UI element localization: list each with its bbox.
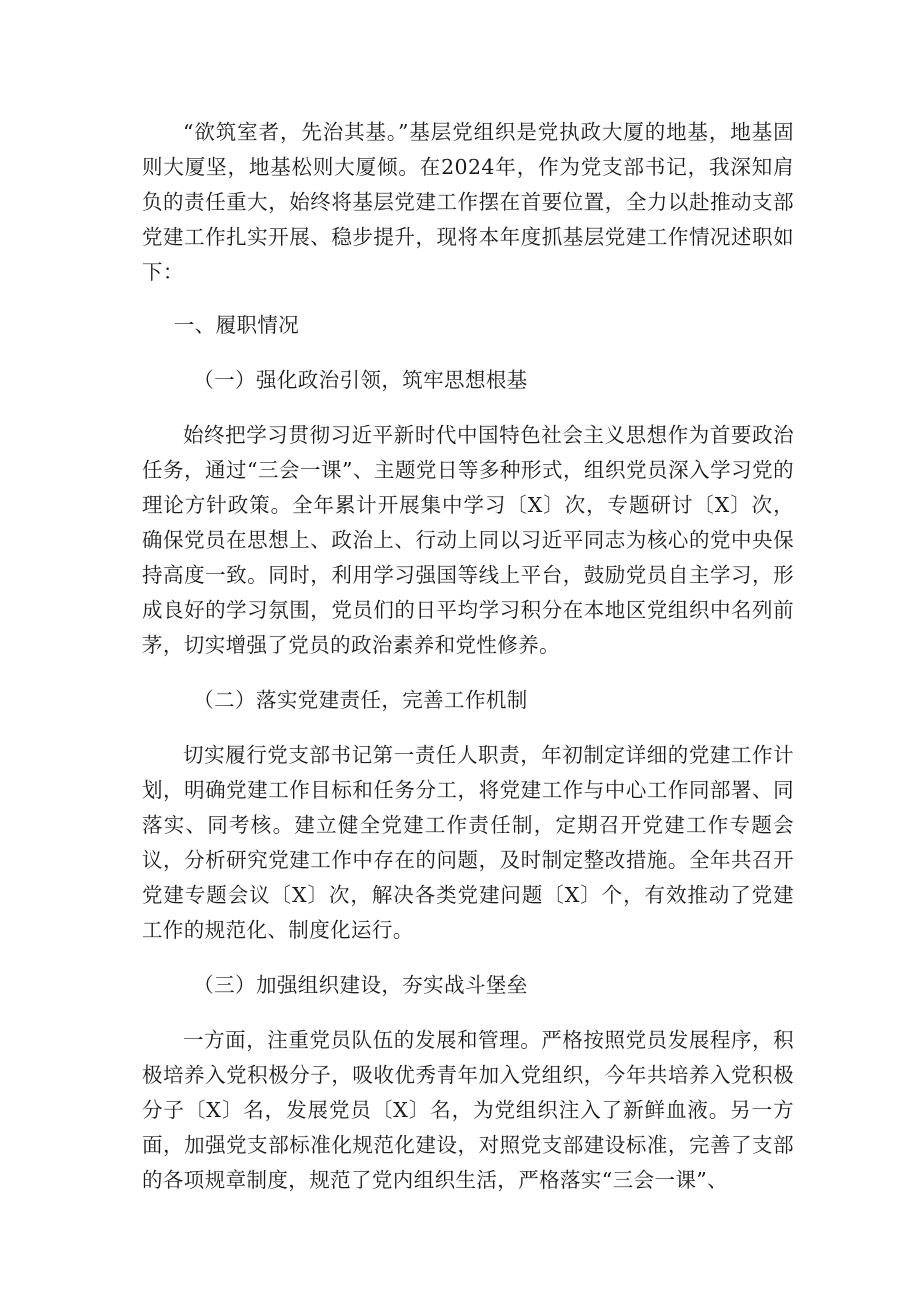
subsection-heading-political-guidance: （一）强化政治引领，筑牢思想根基 xyxy=(193,368,528,392)
subsection-heading-party-responsibility: （二）落实党建责任，完善工作机制 xyxy=(193,688,528,712)
paragraph-political-guidance: 始终把学习贯彻习近平新时代中国特色社会主义思想作为首要政治任务，通过“三会一课”、主题党日等多种形式，组织党员深入学习党的理论方针政策。全年累计开展集中学习〔X〕次，专题研讨〔X〕次，确保党员在思想上、政治上、行动上同以习近平同志为核心的党中央保持高度一致。同时，利用学习强国等线上平台，鼓励党员自主学习，形成良好的学习氛围，党员们的日平均学习积分在本地区党组织中名列前茅，切实增强了党员的政治素养和党性修养。 xyxy=(142,423,794,657)
subsection-heading-organization-building: （三）加强组织建设，夯实战斗堡垒 xyxy=(193,973,528,997)
intro-paragraph: “欲筑室者，先治其基。”基层党组织是党执政大厦的地基，地基固则大厦坚，地基松则大厦倾。在2024年，作为党支部书记，我深知肩负的责任重大，始终将基层党建工作摆在首要位置，全力以赴推动支部党建工作扎实开展、稳步提升，现将本年度抓基层党建工作情况述职如下： xyxy=(142,120,794,284)
paragraph-organization-building: 一方面，注重党员队伍的发展和管理。严格按照党员发展程序，积极培养入党积极分子，吸收优秀青年加入党组织，今年共培养入党积极分子〔X〕名，发展党员〔X〕名，为党组织注入了新鲜血液。另一方面，加强党支部标准化规范化建设，对照党支部建设标准，完善了支部的各项规章制度，规范了党内组织生活，严格落实“三会一课”、 xyxy=(142,1028,794,1192)
paragraph-party-responsibility: 切实履行党支部书记第一责任人职责，年初制定详细的党建工作计划，明确党建工作目标和任务分工，将党建工作与中心工作同部署、同落实、同考核。建立健全党建工作责任制，定期召开党建工作专题会议，分析研究党建工作中存在的问题，及时制定整改措施。全年共召开党建专题会议〔X〕次，解决各类党建问题〔X〕个，有效推动了党建工作的规范化、制度化运行。 xyxy=(142,743,794,942)
section-heading-performance: 一、履职情况 xyxy=(173,313,300,337)
document-page xyxy=(142,115,794,1198)
